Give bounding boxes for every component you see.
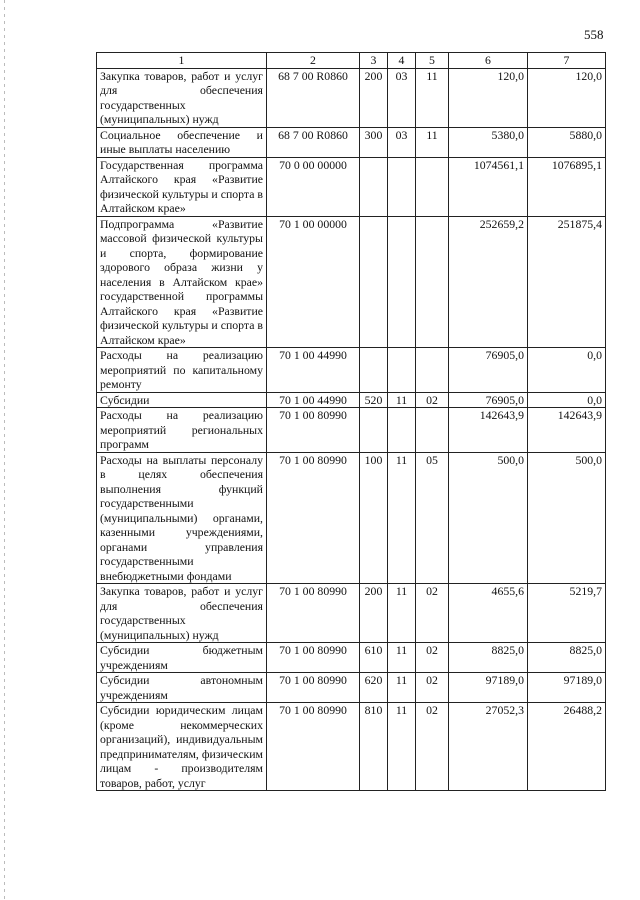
row-amount-year-2: 97189,0 [528, 673, 606, 703]
row-amount-year-1: 27052,3 [449, 703, 528, 791]
row-name: Подпрограмма «Развитие массовой физической культуры и спорта, формирование здорового образа жизни у населения в Алтайском крае» государственной программы Алтайского края «Развитие физической культуры и спорта в Алтайском крае» [97, 216, 267, 348]
row-code: 70 0 00 00000 [267, 157, 360, 216]
row-amount-year-1: 8825,0 [449, 643, 528, 673]
row-amount-year-2: 142643,9 [528, 408, 606, 453]
row-amount-year-2: 1076895,1 [528, 157, 606, 216]
column-header: 7 [528, 53, 606, 69]
row-amount-year-1: 252659,2 [449, 216, 528, 348]
row-section: 11 [388, 584, 416, 643]
row-expense-type: 200 [360, 584, 388, 643]
scan-edge-line [4, 0, 5, 900]
row-subsection: 02 [416, 673, 449, 703]
row-amount-year-1: 76905,0 [449, 348, 528, 393]
row-name: Расходы на реализацию мероприятий региональных программ [97, 408, 267, 453]
row-section: 03 [388, 127, 416, 157]
row-amount-year-2: 5219,7 [528, 584, 606, 643]
table-row [97, 392, 606, 408]
row-expense-type: 810 [360, 703, 388, 791]
row-amount-year-2: 0,0 [528, 392, 606, 408]
row-section [388, 216, 416, 348]
row-name: Субсидии [97, 392, 267, 408]
row-code: 70 1 00 80990 [267, 703, 360, 791]
row-name: Социальное обеспечение и иные выплаты населению [97, 127, 267, 157]
row-amount-year-1: 500,0 [449, 452, 528, 584]
header-row [97, 53, 606, 69]
table-row [97, 643, 606, 673]
row-subsection: 11 [416, 127, 449, 157]
row-name: Субсидии бюджетным учреждениям [97, 643, 267, 673]
row-name: Субсидии автономным учреждениям [97, 673, 267, 703]
row-amount-year-1: 1074561,1 [449, 157, 528, 216]
row-subsection: 02 [416, 392, 449, 408]
table-row [97, 703, 606, 791]
column-header: 3 [360, 53, 388, 69]
row-name: Закупка товаров, работ и услуг для обеспечения государственных (муниципальных) нужд [97, 68, 267, 127]
row-expense-type: 200 [360, 68, 388, 127]
column-header: 5 [416, 53, 449, 69]
row-name: Расходы на реализацию мероприятий по капитальному ремонту [97, 348, 267, 393]
row-name: Государственная программа Алтайского края «Развитие физической культуры и спорта в Алтайском крае» [97, 157, 267, 216]
row-subsection [416, 157, 449, 216]
row-section: 11 [388, 643, 416, 673]
row-subsection [416, 408, 449, 453]
column-header: 6 [449, 53, 528, 69]
row-code: 70 1 00 80990 [267, 452, 360, 584]
row-section: 03 [388, 68, 416, 127]
row-name: Закупка товаров, работ и услуг для обеспечения государственных (муниципальных) нужд [97, 584, 267, 643]
row-code: 70 1 00 80990 [267, 673, 360, 703]
row-amount-year-2: 5880,0 [528, 127, 606, 157]
row-section [388, 408, 416, 453]
row-section: 11 [388, 452, 416, 584]
table-row [97, 452, 606, 584]
page-number: 558 [584, 27, 604, 42]
row-amount-year-1: 76905,0 [449, 392, 528, 408]
table-row [97, 68, 606, 127]
row-expense-type: 300 [360, 127, 388, 157]
row-subsection: 05 [416, 452, 449, 584]
row-code: 70 1 00 44990 [267, 348, 360, 393]
row-amount-year-1: 97189,0 [449, 673, 528, 703]
row-expense-type: 520 [360, 392, 388, 408]
row-code: 68 7 00 R0860 [267, 68, 360, 127]
row-code: 70 1 00 44990 [267, 392, 360, 408]
row-subsection: 11 [416, 68, 449, 127]
row-subsection: 02 [416, 584, 449, 643]
column-header: 4 [388, 53, 416, 69]
row-code: 70 1 00 80990 [267, 584, 360, 643]
row-expense-type: 620 [360, 673, 388, 703]
row-amount-year-2: 0,0 [528, 348, 606, 393]
row-code: 70 1 00 80990 [267, 643, 360, 673]
budget-table [96, 52, 606, 791]
column-header: 1 [97, 53, 267, 69]
row-amount-year-1: 120,0 [449, 68, 528, 127]
table-row [97, 157, 606, 216]
row-expense-type [360, 216, 388, 348]
row-section: 11 [388, 673, 416, 703]
row-section: 11 [388, 392, 416, 408]
row-amount-year-1: 4655,6 [449, 584, 528, 643]
row-amount-year-1: 5380,0 [449, 127, 528, 157]
row-section: 11 [388, 703, 416, 791]
row-section [388, 157, 416, 216]
row-amount-year-2: 120,0 [528, 68, 606, 127]
row-expense-type: 610 [360, 643, 388, 673]
row-name: Субсидии юридическим лицам (кроме некоммерческих организаций), индивидуальным предпринимателям, физическим лицам - производителям товаров, работ, услуг [97, 703, 267, 791]
table-row [97, 584, 606, 643]
table-row [97, 127, 606, 157]
row-amount-year-2: 26488,2 [528, 703, 606, 791]
row-code: 70 1 00 00000 [267, 216, 360, 348]
row-section [388, 348, 416, 393]
row-subsection: 02 [416, 643, 449, 673]
table-row [97, 348, 606, 393]
row-expense-type [360, 348, 388, 393]
row-expense-type [360, 408, 388, 453]
row-code: 68 7 00 R0860 [267, 127, 360, 157]
row-subsection [416, 216, 449, 348]
row-name: Расходы на выплаты персоналу в целях обеспечения выполнения функций государственными (муниципальными) органами, казенными учреждениями, органами управления государственными внебюджетными фондами [97, 452, 267, 584]
column-header: 2 [267, 53, 360, 69]
row-amount-year-2: 251875,4 [528, 216, 606, 348]
table-row [97, 408, 606, 453]
row-expense-type [360, 157, 388, 216]
row-amount-year-2: 8825,0 [528, 643, 606, 673]
row-expense-type: 100 [360, 452, 388, 584]
row-amount-year-1: 142643,9 [449, 408, 528, 453]
table-row [97, 673, 606, 703]
table-row [97, 216, 606, 348]
row-code: 70 1 00 80990 [267, 408, 360, 453]
row-subsection [416, 348, 449, 393]
row-subsection: 02 [416, 703, 449, 791]
row-amount-year-2: 500,0 [528, 452, 606, 584]
